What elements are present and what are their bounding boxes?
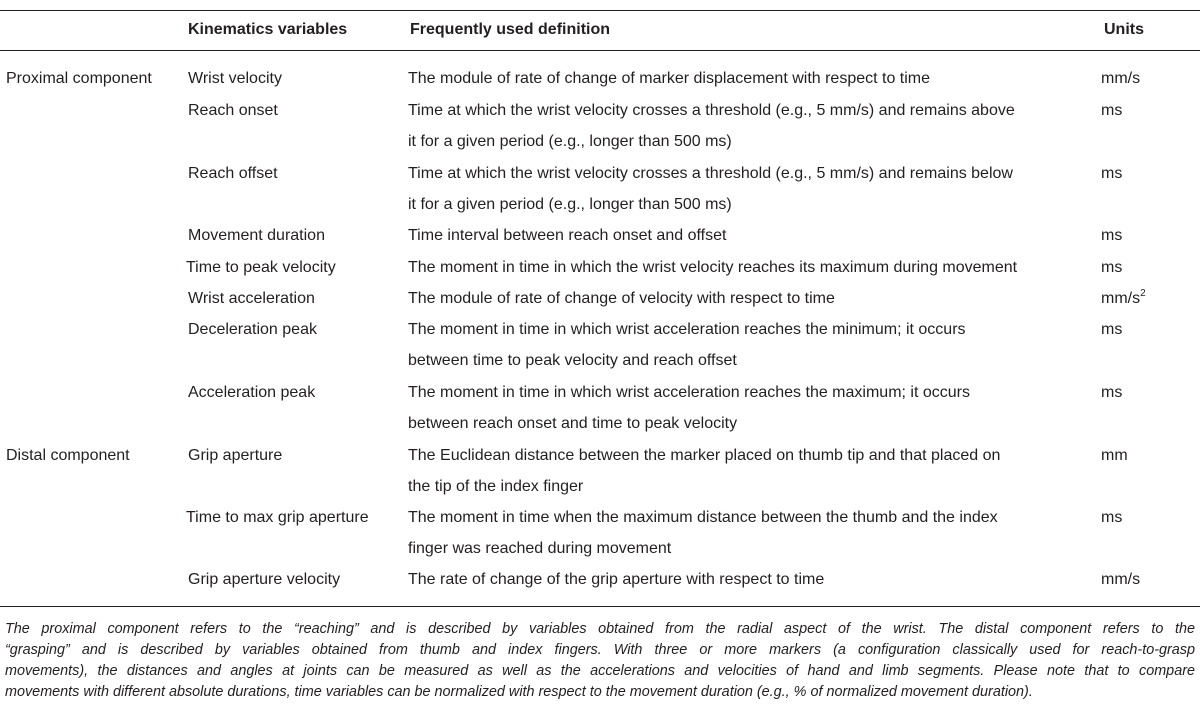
header-definition: Frequently used definition [410,21,611,38]
row-unit-cell [1101,220,1122,251]
footnote-line: The proximal component refers to the “reaching” and is described by variables obtained from the radial aspect of the wrist. The distal component refers to the [5,621,1195,637]
row-variable-cell: Time to peak velocity [186,259,336,276]
row-unit-cell [1101,502,1122,533]
definition-line: it for a given period (e.g., longer than 500 ms) [408,196,732,213]
definition-line: between time to peak velocity and reach offset [408,352,737,369]
definition-line: The rate of change of the grip aperture with respect to time [408,571,825,588]
row-definition-cell [408,63,1088,94]
definition-line: The moment in time when the maximum distance between the thumb and the index [408,509,998,526]
row-unit-cell [1101,158,1122,189]
footnote-line: movements with different absolute durations, time variables can be normalized with respect to the movement duration (e.g., % of normalized movement duration). [5,684,1033,700]
definition-line: The moment in time in which wrist acceleration reaches the maximum; it occurs [408,384,970,401]
row-definition-cell [408,314,1088,376]
unit-text: ms [1101,227,1123,244]
row-definition-cell [408,220,1088,251]
unit-text: ms [1101,259,1123,276]
unit-text: ms [1101,165,1123,182]
definition-line: The module of rate of change of marker displacement with respect to time [408,70,931,87]
unit-superscript: 2 [1140,287,1146,299]
definition-line: it for a given period (e.g., longer than 500 ms) [408,133,732,150]
row-variable-cell: Wrist acceleration [188,290,315,307]
row-variable-cell: Acceleration peak [188,384,316,401]
definition-line: The Euclidean distance between the marker placed on thumb tip and that placed on [408,447,1001,464]
row-component-cell: Distal component [6,447,130,464]
row-definition-cell [408,252,1088,283]
row-variable-cell: Grip aperture [188,447,283,464]
row-variable-cell: Reach onset [188,102,278,119]
row-definition-cell [408,564,1088,595]
definition-line: The moment in time in which the wrist velocity reaches its maximum during movement [408,259,1018,276]
definition-line: finger was reached during movement [408,540,672,557]
row-unit-cell [1101,95,1122,126]
row-definition-cell [408,502,1088,564]
row-variable-cell: Wrist velocity [188,70,282,87]
footnote-line: movements), the distances and angles at joints can be measured as well as the accelerations and velocities of hand and limb segments. Please note that to compare [5,663,1195,679]
unit-text: ms [1101,102,1123,119]
unit-text: mm/s [1101,571,1141,588]
row-unit-cell [1101,440,1128,471]
row-definition-cell [408,283,1088,314]
unit-text: mm [1101,447,1128,464]
row-unit-cell [1101,63,1140,94]
definition-line: between reach onset and time to peak velocity [408,415,738,432]
unit-text: mm/s [1101,70,1141,87]
row-variable-cell: Time to max grip aperture [186,509,369,526]
row-variable-cell: Grip aperture velocity [188,571,341,588]
table-top-rule [0,10,1200,11]
definition-line: the tip of the index finger [408,478,584,495]
unit-text: ms [1101,384,1123,401]
unit-text: ms [1101,509,1123,526]
row-unit-cell [1101,564,1140,595]
definition-line: Time at which the wrist velocity crosses a threshold (e.g., 5 mm/s) and remains below [408,165,1013,182]
row-unit-cell [1101,377,1122,408]
header-units: Units [1104,21,1144,38]
row-definition-cell [408,158,1088,220]
row-definition-cell [408,377,1088,439]
row-unit-cell [1101,252,1122,283]
definition-line: The module of rate of change of velocity with respect to time [408,290,835,307]
table-bottom-rule [0,606,1200,607]
header-kinematics-variables: Kinematics variables [188,21,348,38]
row-unit-cell [1101,314,1122,345]
row-definition-cell [408,440,1088,502]
table-header-rule [0,50,1200,51]
row-variable-cell: Reach offset [188,165,278,182]
definition-line: Time at which the wrist velocity crosses a threshold (e.g., 5 mm/s) and remains above [408,102,1015,119]
unit-text: ms [1101,321,1123,338]
row-variable-cell: Movement duration [188,227,325,244]
definition-line: Time interval between reach onset and offset [408,227,727,244]
table-footnote [5,619,1195,703]
footnote-line: “grasping” and is described by variables obtained from thumb and index fingers. With three or more markers (a configuration classically used for reach-to-grasp [5,642,1195,658]
row-variable-cell: Deceleration peak [188,321,317,338]
row-unit-cell [1101,283,1146,314]
definition-line: The moment in time in which wrist acceleration reaches the minimum; it occurs [408,321,966,338]
row-definition-cell [408,95,1088,157]
unit-text: mm/s [1101,290,1141,307]
row-component-cell: Proximal component [6,70,152,87]
